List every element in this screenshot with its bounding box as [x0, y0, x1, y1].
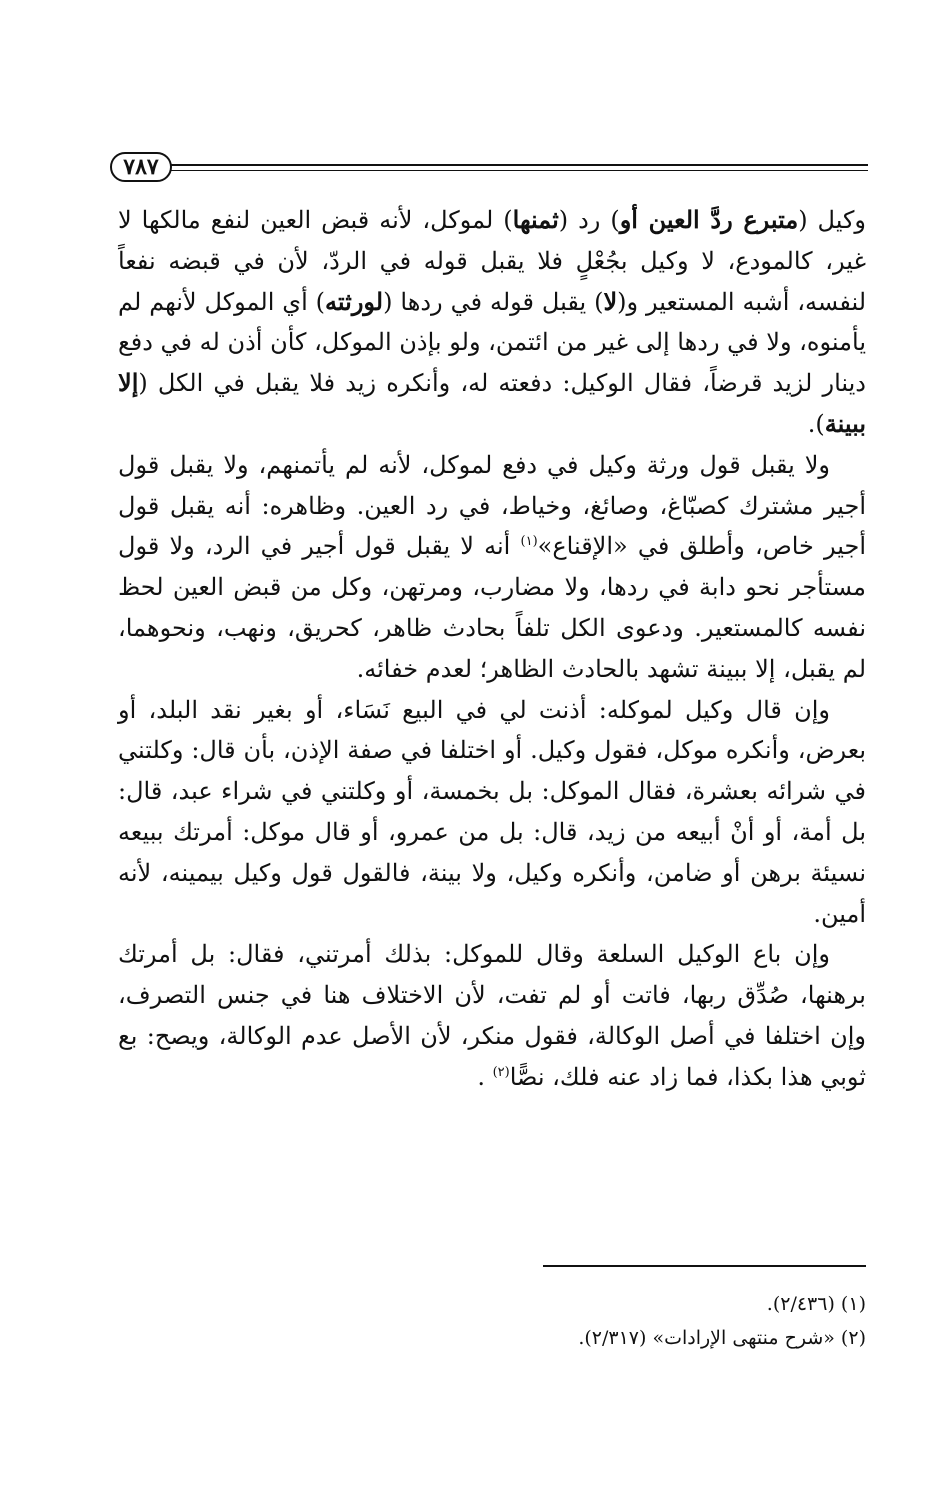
main-text: [118, 200, 866, 1098]
paragraph-3: وإن قال وكيل لموكله: أذنت لي في البيع نَسَاء، أو بغير نقد البلد، أو بعرض، وأنكره موكل، فقول وكيل. أو اختلفا في صفة الإذن، بأن قال: وكلتني في شرائه بعشرة، فقال الموكل: بل بخمسة، أو وكلتني في شراء عبد، قال: بل أمة، أو أنْ أبيعه من زيد، قال: بل من عمرو، أو قال موكل: أمرتك ببيعه نسيئة برهن أو ضامن، وأنكره وكيل، ولا بينة، فالقول قول وكيل بيمينه، لأنه أمين.: [118, 695, 866, 928]
header-rule-top: [168, 164, 868, 166]
paragraph-2: [118, 445, 866, 690]
footnote-ref-2[interactable]: (٢): [492, 1064, 510, 1080]
text-run: ) رد (: [558, 206, 620, 234]
text-run: وإن باع الوكيل السلعة وقال للموكل: بذلك أمرتني، فقال: بل أمرتك برهنها، صُدِّق ربها، فاتت أو لم تفت، لأن الاختلاف هنا في جنس التصرف، وإن اختلفا في أصل الوكالة، فقول منكر، لأن الأصل عدم الوكالة، ويصح: بع ثوبي هذا بكذا، فما زاد عنه فلك، نصًّا: [118, 940, 866, 1091]
page-number: ٧٨٧: [110, 152, 172, 182]
footnote-separator: [543, 1265, 866, 1267]
text-run: ولا يقبل قول ورثة وكيل في دفع لموكل، لأنه لم يأتمنهم، ولا يقبل قول أجير مشترك كصبّاغ، وصائغ، وخياط، في رد العين. وظاهره: أنه يقبل قول أجير خاص، وأطلق في «الإقناع»: [118, 450, 866, 561]
matn-term: إلا ببينة: [118, 368, 866, 438]
footnote-2: (٢) «شرح منتهى الإرادات» (٢/٣١٧).: [578, 1327, 866, 1349]
paragraph-1: [118, 200, 866, 445]
text-run: ) يقبل قوله في ردها (: [383, 287, 604, 316]
page-header: [110, 148, 868, 188]
matn-term: لورثته: [325, 286, 384, 316]
text-run: وكيل (: [798, 206, 866, 234]
matn-term: لا: [603, 286, 618, 316]
footnote-ref-1[interactable]: (١): [520, 534, 538, 550]
paragraph-4: [118, 934, 866, 1097]
footnote-1: (١) (٢/٤٣٦).: [766, 1293, 866, 1315]
text-run: ) لموكل، لأنه قبض العين لنفع مالكها لا غير، كالمودع، لا وكيل بجُعْلٍ فلا يقبل قوله في الردّ، لأن في قبضه نفعاً لنفسه، أشبه المستعير و(: [118, 206, 867, 316]
matn-term: متبرع ردَّ العين أو: [619, 205, 799, 234]
matn-term: ثمنها: [512, 205, 559, 234]
text-run: ) أي الموكل لأنهم لم يأمنوه، ولا في ردها إلى غير من ائتمن، ولو بإذن الموكل، كأن أذن له في دفع دينار لزيد قرضاً، فقال الوكيل: دفعته له، وأنكره زيد فلا يقبل في الكل (: [117, 287, 866, 398]
text-run: .: [477, 1062, 493, 1091]
header-rule-bottom: [168, 170, 868, 171]
footnotes: [118, 1287, 866, 1355]
text-run: أنه لا يقبل قول أجير في الرد، ولا قول مستأجر نحو دابة في ردها، ولا مضارب، ومرتهن، وكل من قبض العين لحظ نفسه كالمستعير. ودعوى الكل تلفاً بحادث ظاهر، كحريق، ونهب، ونحوهما، لم يقبل، إلا ببينة تشهد بالحادث الظاهر؛ لعدم خفائه.: [118, 532, 866, 683]
text-run: ).: [807, 409, 825, 438]
